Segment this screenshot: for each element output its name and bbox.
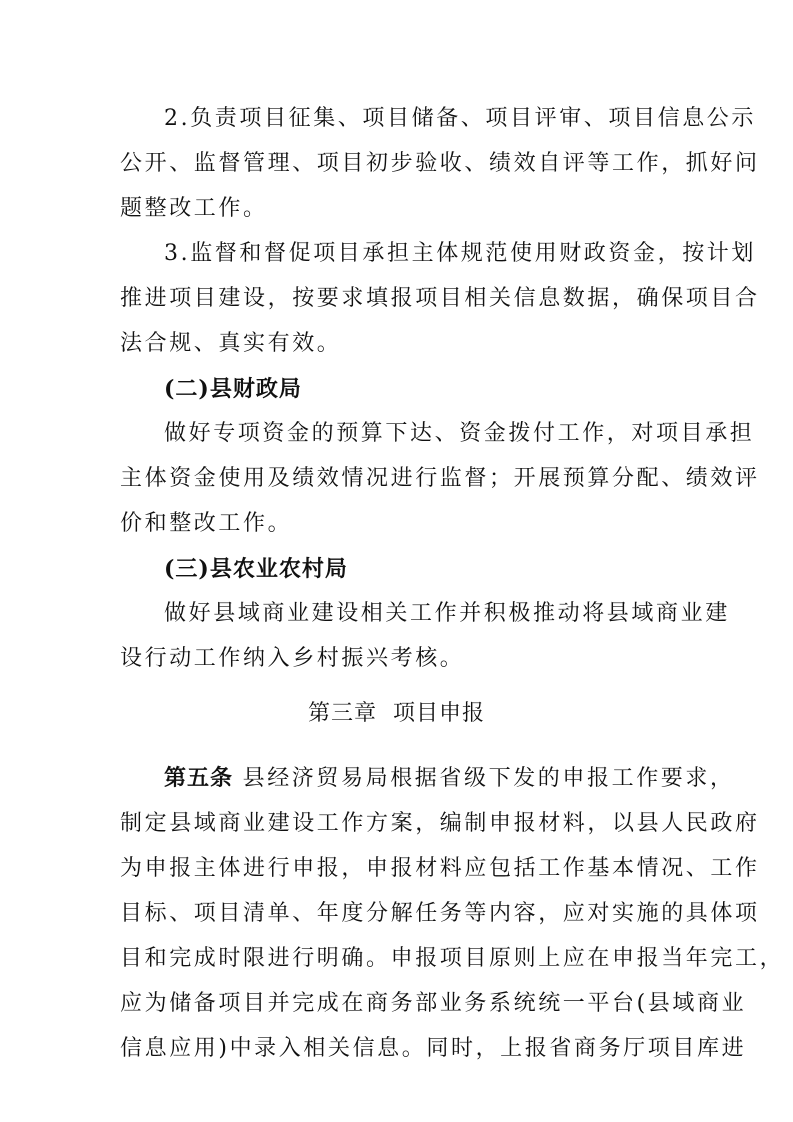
article5-line-3: 为申报主体进行申报，申报材料应包括工作基本情况、工作 <box>120 856 760 881</box>
article5-first-line-text: 县经济贸易局根据省级下发的申报工作要求， <box>233 766 735 791</box>
item3-line-2: 推进项目建设，按要求填报项目相关信息数据，确保项目合 <box>120 286 760 311</box>
section2-line-1: 做好专项资金的预算下达、资金拨付工作，对项目承担 <box>164 421 755 446</box>
article5-line-7: 信息应用)中录入相关信息。同时，上报省商务厅项目库进 <box>120 1036 747 1061</box>
item3-line-3: 法合规、真实有效。 <box>120 331 342 356</box>
chapter-heading: 第三章 项目申报 <box>308 701 485 726</box>
article5-line-1 <box>164 764 735 794</box>
section-heading-agriculture-bureau: (三)县农业农村局 <box>164 556 348 582</box>
item2-line-3: 题整改工作。 <box>120 196 268 221</box>
article5-line-6: 应为储备项目并完成在商务部业务系统统一平台(县域商业 <box>120 991 747 1016</box>
item2-line-1: 2.负责项目征集、项目储备、项目评审、项目信息公示 <box>164 106 756 131</box>
article5-line-5: 目和完成时限进行明确。申报项目原则上应在申报当年完工， <box>120 946 785 971</box>
section-heading-finance-bureau: (二)县财政局 <box>164 376 302 402</box>
article5-line-4: 目标、项目清单、年度分解任务等内容，应对实施的具体项 <box>120 901 760 926</box>
section3-line-1: 做好县域商业建设相关工作并积极推动将县域商业建 <box>164 601 730 626</box>
article-number: 第五条 <box>164 766 234 791</box>
article5-line-2: 制定县域商业建设工作方案，编制申报材料，以县人民政府 <box>120 811 760 836</box>
section3-line-2: 设行动工作纳入乡村振兴考核。 <box>120 646 465 671</box>
item2-line-2: 公开、监督管理、项目初步验收、绩效自评等工作，抓好问 <box>120 151 760 176</box>
item3-line-1: 3.监督和督促项目承担主体规范使用财政资金，按计划 <box>164 241 756 266</box>
section2-line-3: 价和整改工作。 <box>120 511 293 536</box>
section2-line-2: 主体资金使用及绩效情况进行监督；开展预算分配、绩效评 <box>120 466 760 491</box>
